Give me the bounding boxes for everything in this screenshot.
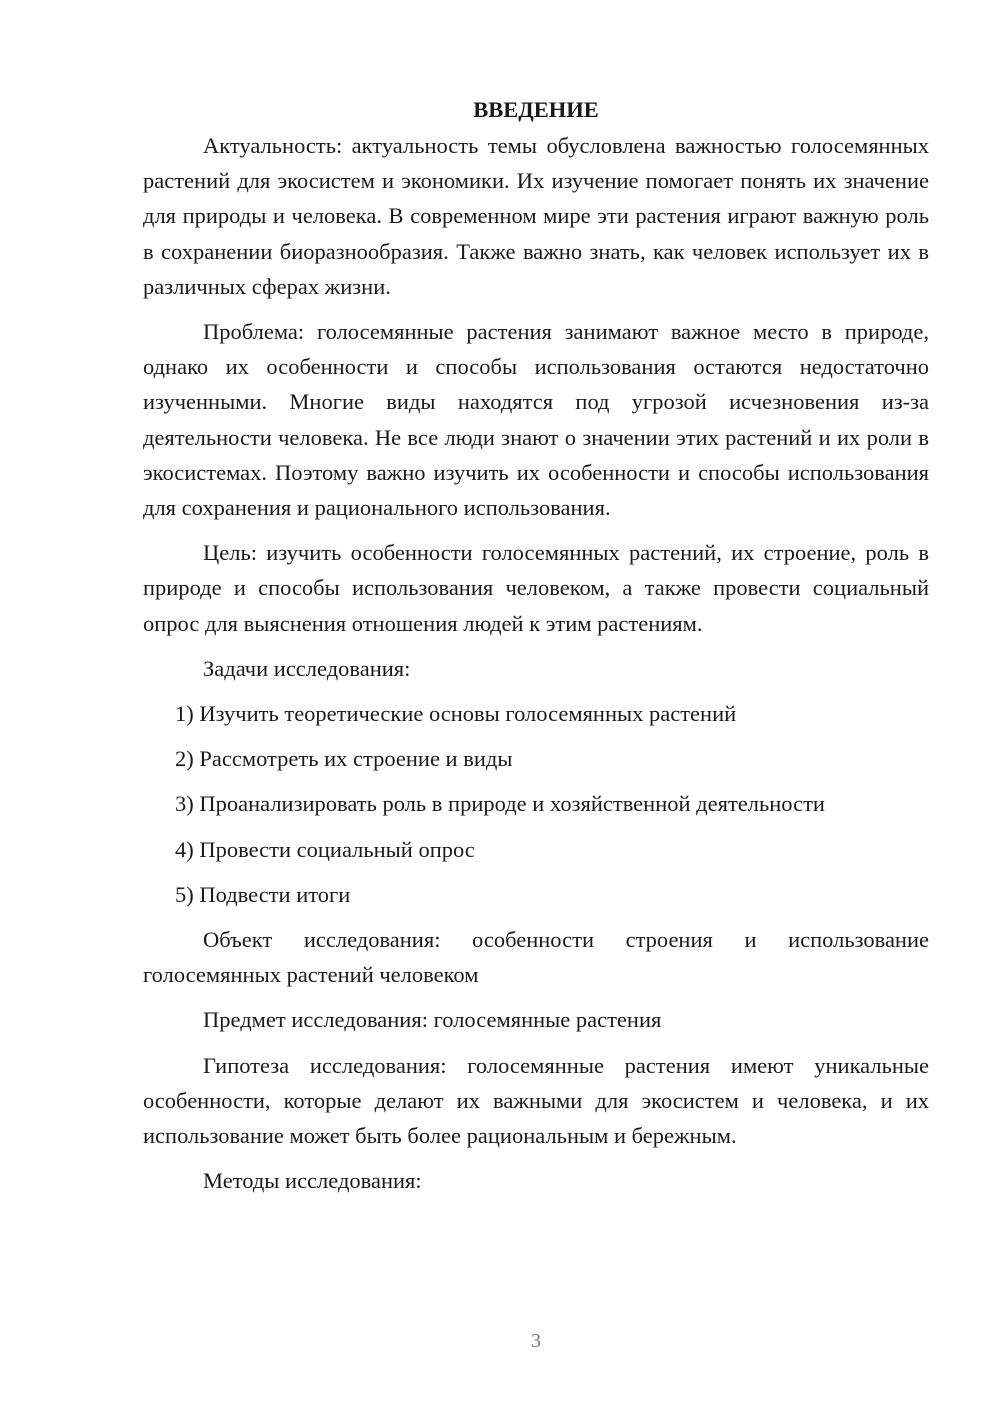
- list-item: 2) Рассмотреть их строение и виды: [175, 746, 513, 772]
- problem-paragraph: Проблема: голосемянные растения занимают важное место в природе, однако их особенности и способы использования остаются недостаточно изученными. Многие виды находятся под угрозой исчезновения из-за деятельности человека. Не все люди знают о значении этих растений и их роли в экосистемах. Поэтому важно изучить их особенности и способы использования для сохранения и рационального использования.: [143, 319, 929, 521]
- methods-heading: Методы исследования:: [203, 1168, 422, 1194]
- list-item: 5) Подвести итоги: [175, 881, 351, 907]
- list-item: 4) Провести социальный опрос: [175, 836, 475, 862]
- hypothesis-paragraph: Гипотеза исследования: голосемянные растения имеют уникальные особенности, которые делают их важными для экосистем и человека, и их использование может быть более рациональным и бережным.: [143, 1052, 929, 1149]
- list-item: 3) Проанализировать роль в природе и хозяйственной деятельности: [175, 791, 825, 817]
- tasks-heading: Задачи исследования:: [203, 655, 411, 681]
- document-page: [143, 92, 929, 1198]
- subject-paragraph: Предмет исследования: голосемянные растения: [203, 1007, 662, 1033]
- goal-paragraph: Цель: изучить особенности голосемянных растений, их строение, роль в природе и способы использования человеком, а также провести социальный опрос для выяснения отношения людей к этим растениям.: [143, 540, 929, 636]
- object-paragraph: Объект исследования: особенности строения и использование голосемянных растений человеком: [143, 927, 929, 988]
- page-number: 3: [531, 1330, 541, 1352]
- relevance-paragraph: Актуальность: актуальность темы обусловлена важностью голосемянных растений для экосистем и экономики. Их изучение помогает понять их значение для природы и человека. В современном мире эти растения играют важную роль в сохранении биоразнообразия. Также важно знать, как человек использует их в различных сферах жизни.: [143, 133, 929, 299]
- tasks-list: [143, 696, 929, 912]
- list-item: 1) Изучить теоретические основы голосемянных растений: [175, 701, 737, 727]
- page-title: ВВЕДЕНИЕ: [473, 97, 599, 122]
